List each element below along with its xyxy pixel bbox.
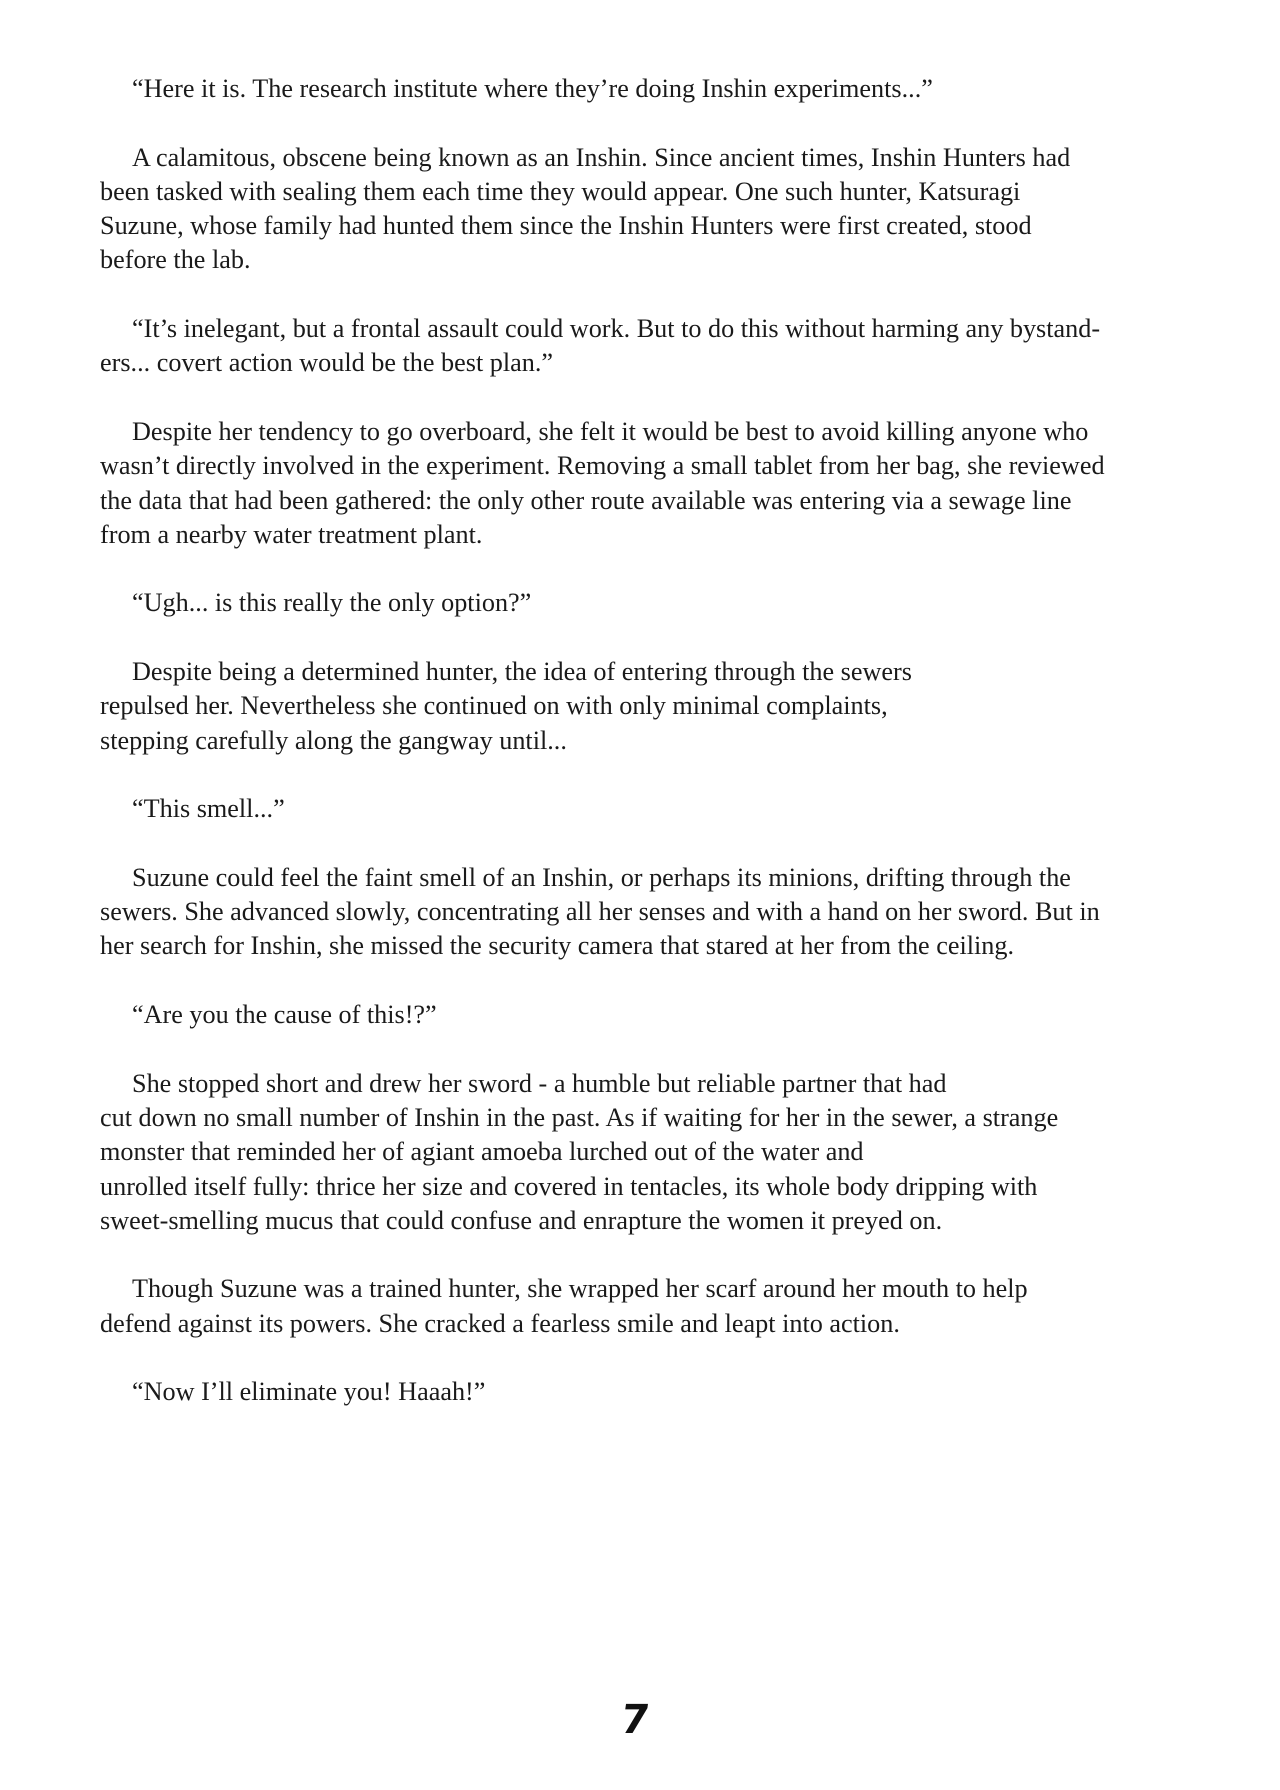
text-line: She stopped short and drew her sword - a humble but reliable partner that had [132, 1068, 947, 1098]
paragraph [100, 861, 1190, 964]
text-line: Suzune could feel the faint smell of an Inshin, or perhaps its minions, drifting through the [132, 862, 1071, 892]
paragraph [100, 792, 1190, 826]
paragraph [100, 1272, 1190, 1341]
text-line: sewers. She advanced slowly, concentrating all her senses and with a hand on her sword. But in [100, 897, 1100, 927]
text-line: stepping carefully along the gangway until... [100, 725, 567, 755]
text-line: monster that reminded her of agiant amoeba lurched out of the water and [100, 1137, 864, 1167]
paragraph [100, 141, 1190, 278]
text-line: cut down no small number of Inshin in the past. As if waiting for her in the sewer, a strange [100, 1102, 1059, 1132]
text-line: “Are you the cause of this!?” [132, 1000, 437, 1030]
paragraph [100, 586, 1190, 620]
text-line: before the lab. [100, 245, 251, 275]
text-line: ers... covert action would be the best plan.” [100, 348, 554, 378]
text-line: “This smell...” [132, 794, 285, 824]
text-line: “Now I’ll eliminate you! Haaah!” [132, 1377, 486, 1407]
text-line: “Ugh... is this really the only option?” [132, 588, 532, 618]
paragraph [100, 72, 1190, 106]
paragraph [100, 1067, 1190, 1238]
page-body [100, 72, 1190, 1444]
text-line: unrolled itself fully: thrice her size and covered in tentacles, its whole body dripping with [100, 1171, 1038, 1201]
paragraph [100, 998, 1190, 1032]
text-line: “It’s inelegant, but a frontal assault could work. But to do this without harming any bystand- [132, 314, 1101, 344]
page-number: 7 [617, 1697, 651, 1743]
paragraph [100, 312, 1190, 381]
text-line: wasn’t directly involved in the experiment. Removing a small tablet from her bag, she reviewed [100, 451, 1105, 481]
text-line: her search for Inshin, she missed the security camera that stared at her from the ceiling. [100, 931, 1015, 961]
text-line: Suzune, whose family had hunted them since the Inshin Hunters were first created, stood [100, 211, 1032, 241]
paragraph [100, 1375, 1190, 1409]
text-line: A calamitous, obscene being known as an Inshin. Since ancient times, Inshin Hunters had [132, 142, 1071, 172]
text-line: repulsed her. Nevertheless she continued on with only minimal complaints, [100, 691, 888, 721]
text-line: Despite being a determined hunter, the idea of entering through the sewers [132, 657, 912, 687]
text-line: “Here it is. The research institute where they’re doing Inshin experiments...” [132, 74, 933, 103]
text-line: from a nearby water treatment plant. [100, 519, 483, 549]
text-line: been tasked with sealing them each time they would appear. One such hunter, Katsuragi [100, 176, 1021, 206]
text-line: Despite her tendency to go overboard, she felt it would be best to avoid killing anyone who [132, 416, 1089, 446]
paragraph [100, 655, 1190, 758]
text-line: Though Suzune was a trained hunter, she wrapped her scarf around her mouth to help [132, 1274, 1028, 1304]
text-line: sweet-smelling mucus that could confuse and enrapture the women it preyed on. [100, 1205, 943, 1235]
text-line: defend against its powers. She cracked a fearless smile and leapt into action. [100, 1308, 900, 1338]
paragraph [100, 415, 1190, 552]
text-line: the data that had been gathered: the only other route available was entering via a sewage line [100, 485, 1072, 515]
